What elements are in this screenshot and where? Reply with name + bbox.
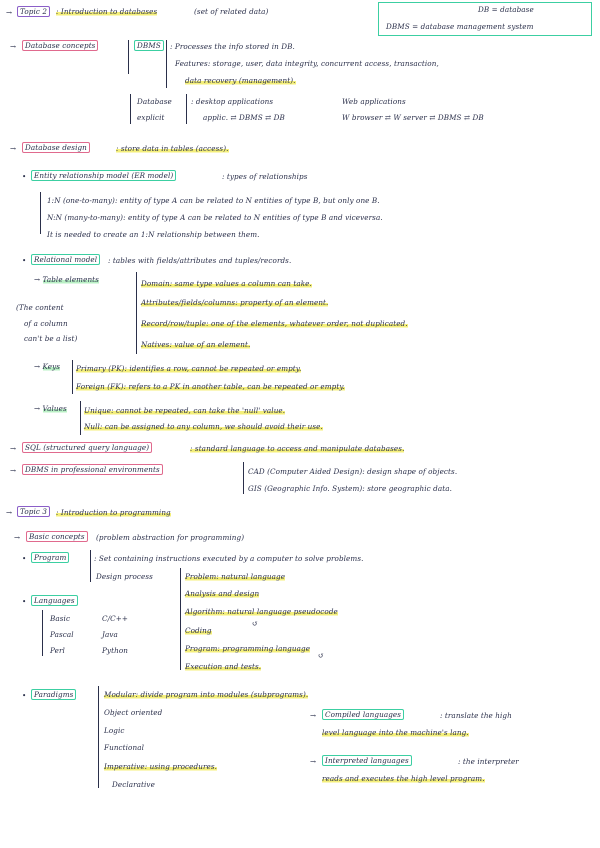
coding-text: Coding: [185, 626, 212, 635]
attributes-line: [141, 298, 328, 307]
lang-python: Python: [102, 646, 128, 655]
dbms-brace: [166, 40, 167, 88]
db-concepts-label: Database concepts: [22, 40, 98, 51]
cad-line: CAD (Computer Aided Design): design shape of objects.: [248, 467, 458, 476]
compiled-1: : translate the high: [440, 711, 512, 720]
domain-text: Domain: same type values a column can take.: [141, 279, 312, 288]
values-label: → Values: [34, 404, 67, 413]
unique-text: Unique: cannot be repeated, can take the 'null' value.: [84, 406, 286, 415]
er-one-n: 1:N (one-to-many): entity of type A can be related to N entities of type B, but only one B.: [47, 196, 380, 205]
dbms-line3: [185, 76, 296, 85]
rel-bullet: •: [22, 256, 27, 265]
object-line: Object oriented: [104, 708, 163, 717]
basic-text: (problem abstraction for programming): [96, 533, 245, 542]
loop-arrow-icon: ↺: [252, 619, 259, 628]
app-dbms-db: applic. ⇄ DBMS ⇄ DB: [203, 113, 285, 122]
primary-line: [76, 364, 301, 373]
records-line: [141, 319, 408, 328]
problem-text: Problem: natural language: [185, 572, 286, 581]
er-label: Entity relationship model (ER model): [31, 170, 176, 181]
db-design-label: Database design: [22, 142, 90, 153]
logic-line: Logic: [104, 726, 125, 735]
analysis-line: [185, 589, 259, 598]
def-db: DB = database: [478, 5, 534, 14]
prof-brace: [243, 462, 244, 494]
desktop-apps: : desktop applications: [191, 97, 274, 106]
compiled-2: [322, 728, 469, 737]
keys-brace: [72, 360, 73, 394]
db-design-bullet: →: [10, 144, 17, 153]
lang-perl: Perl: [50, 646, 65, 655]
er-bullet: •: [22, 172, 27, 181]
sql-bullet: →: [10, 444, 17, 453]
topic3-title-text: : Introduction to programming: [56, 508, 171, 517]
table-elements-text: Table elements: [42, 275, 99, 284]
topic2-label: Topic 2: [17, 6, 50, 17]
program-brace: [90, 550, 91, 582]
dbms-line2: Features: storage, user, data integrity, concurrent access, transaction,: [175, 59, 439, 68]
lang-java: Java: [102, 630, 118, 639]
program-lang-text: Program: programming language: [185, 644, 311, 653]
dbms-line3-text: data recovery (management).: [185, 76, 296, 85]
side-note-1: (The content: [16, 303, 64, 312]
domain-line: [141, 279, 312, 288]
modular-text: Modular: divide program into modules (subprograms).: [104, 690, 309, 699]
problem-line: [185, 572, 285, 581]
languages-bullet: •: [22, 597, 27, 606]
prof-label: DBMS in professional environments: [22, 464, 163, 475]
def-dbms: DBMS = database management system: [386, 22, 534, 31]
records-text: Record/row/tuple: one of the elements, whatever order, not duplicated.: [141, 319, 408, 328]
lang-basic: Basic: [50, 614, 71, 623]
coding-line: [185, 626, 212, 635]
database-label: Database: [137, 97, 172, 106]
natives-text: Natives: value of an element.: [141, 340, 251, 349]
paradigms-label: Paradigms: [31, 689, 76, 700]
topic3-label: Topic 3: [17, 506, 50, 517]
design-process: Design process: [96, 572, 153, 581]
db-concepts-bullet: →: [10, 42, 17, 51]
keys-text: Keys: [42, 362, 61, 371]
db-design-text: [116, 144, 229, 153]
prof-bullet: →: [10, 466, 17, 475]
er-n-n: N:N (many-to-many): entity of type A can be related to N entities of type B and viceversa.: [47, 213, 383, 222]
interpreted-bullet: →: [310, 757, 317, 766]
imperative-text: Imperative: using procedures.: [104, 762, 218, 771]
interpreted-2: [322, 774, 485, 783]
sql-label: SQL (structured query language): [22, 442, 152, 453]
algorithm-text: Algorithm: natural language pseudocode: [185, 607, 338, 616]
algorithm-line: [185, 607, 338, 616]
database-brace: [130, 94, 131, 124]
languages-label: Languages: [31, 595, 78, 606]
dbms-line1: : Processes the info stored in DB.: [170, 42, 295, 51]
table-elements-brace: [136, 272, 137, 354]
browser-chain: W browser ⇄ W server ⇄ DBMS ⇄ DB: [342, 113, 484, 122]
er-n-n-cont: It is needed to create an 1:N relationship between them.: [47, 230, 260, 239]
design-brace: [180, 568, 181, 670]
er-text: : types of relationships: [222, 172, 308, 181]
program-text: : Set containing instructions executed by a computer to solve problems.: [94, 554, 364, 563]
topic2-subtitle: (set of related data): [194, 7, 269, 16]
lang-c: C/C++: [102, 614, 128, 623]
keys-label: → Keys: [34, 362, 61, 371]
side-note-2: of a column: [24, 319, 68, 328]
values-brace: [80, 401, 81, 435]
paradigms-bullet: •: [22, 691, 27, 700]
db-concepts-brace: [128, 40, 129, 74]
lang-pascal: Pascal: [50, 630, 74, 639]
loop-arrow-2-icon: ↺: [318, 651, 325, 660]
interpreted-label: Interpreted languages: [322, 755, 412, 766]
er-brace: [40, 192, 41, 234]
foreign-line: [76, 382, 345, 391]
gis-line: GIS (Geographic Info. System): store geographic data.: [248, 484, 452, 493]
sql-text-hl: : standard language to access and manipulate databases.: [190, 444, 405, 453]
topic2-title-text: : Introduction to databases: [56, 7, 158, 16]
topic2-title: [56, 7, 157, 16]
program-lang-line: [185, 644, 310, 653]
analysis-text: Analysis and design: [185, 589, 260, 598]
declarative-line: Declarative: [112, 780, 155, 789]
db-design-text-hl: : store data in tables (access).: [116, 144, 229, 153]
rel-label: Relational model: [31, 254, 100, 265]
paradigms-brace: [98, 686, 99, 788]
topic2-bullet: →: [6, 8, 13, 17]
compiled-2-text: level language into the machine's lang.: [322, 728, 469, 737]
unique-line: [84, 406, 285, 415]
program-bullet: •: [22, 554, 27, 563]
compiled-bullet: →: [310, 711, 317, 720]
rel-text: : tables with fields/attributes and tuples/records.: [108, 256, 292, 265]
database-sub-brace: [186, 94, 187, 124]
unique-cont-text: Null: can be assigned to any column, we should avoid their use.: [84, 422, 323, 431]
languages-brace: [42, 610, 43, 656]
dbms-label: DBMS: [134, 40, 164, 51]
compiled-label: Compiled languages: [322, 709, 404, 720]
program-label: Program: [31, 552, 69, 563]
basic-bullet: →: [14, 533, 21, 542]
foreign-text: Foreign (FK): refers to a PK in another table, can be repeated or empty.: [76, 382, 345, 391]
topic3-title: [56, 508, 171, 517]
table-elements-label: → Table elements: [34, 275, 99, 284]
attributes-text: Attributes/fields/columns: property of an element.: [141, 298, 329, 307]
sql-text: [190, 444, 404, 453]
interpreted-1: : the interpreter: [458, 757, 519, 766]
web-apps: Web applications: [342, 97, 406, 106]
execution-line: [185, 662, 261, 671]
primary-text: Primary (PK): identifies a row, cannot be repeated or empty.: [76, 364, 302, 373]
execution-text: Execution and tests.: [185, 662, 262, 671]
interpreted-2-text: reads and executes the high level program.: [322, 774, 485, 783]
imperative-line: [104, 762, 217, 771]
unique-cont-line: [84, 422, 323, 431]
side-note-3: can't be a list): [24, 334, 78, 343]
natives-line: [141, 340, 250, 349]
topic3-bullet: →: [6, 508, 13, 517]
basic-label: Basic concepts: [26, 531, 88, 542]
modular-line: [104, 690, 308, 699]
values-text: Values: [42, 404, 67, 413]
functional-line: Functional: [104, 743, 144, 752]
explicit-label: explicit: [137, 113, 165, 122]
